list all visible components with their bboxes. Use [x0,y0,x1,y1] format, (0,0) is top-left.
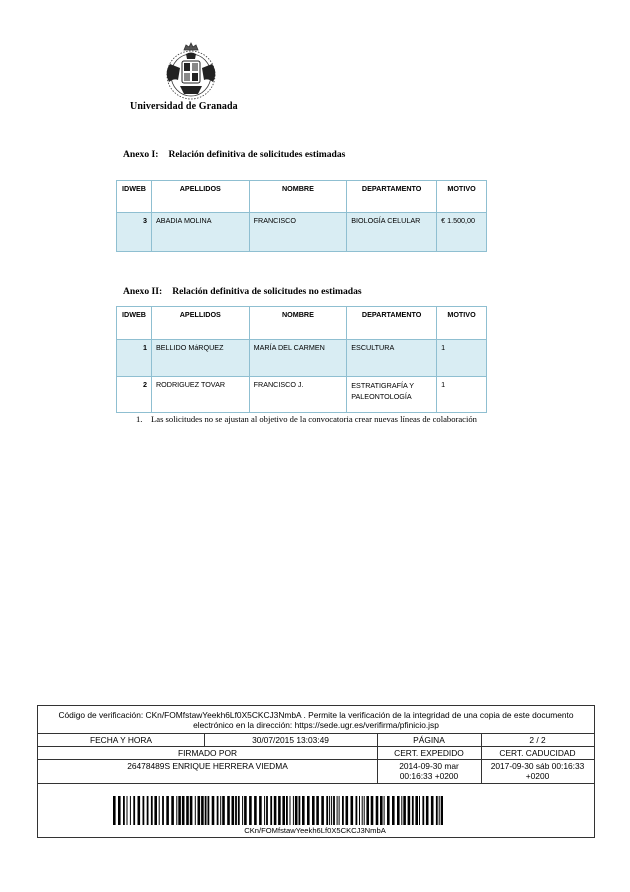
col-header-apellidos: APELLIDOS [151,181,249,213]
table-row [117,340,487,377]
fecha-value: 30/07/2015 13:03:49 [252,735,329,745]
col-header-motivo: MOTIVO [437,307,487,340]
col-header-departamento: DEPARTAMENTO [347,307,437,340]
pagina-label: PÁGINA [413,735,445,745]
col-header-idweb: IDWEB [117,307,152,340]
cell-motivo: € 1.500,00 [437,213,487,252]
annex1-title: Relación definitiva de solicitudes estimadas [168,149,346,160]
annex1-heading [123,149,345,160]
university-name: Universidad de Granada [130,101,238,112]
cell-apellidos: ABADIA MOLINA [151,213,249,252]
col-header-nombre: NOMBRE [249,181,347,213]
cell-apellidos: RODRIGUEZ TOVAR [151,377,249,413]
cell-idweb: 3 [117,213,152,252]
annex1-table [116,180,487,252]
annex1-label: Anexo I: [123,149,159,160]
footnote-number: 1. [136,414,143,424]
col-header-motivo: MOTIVO [437,181,487,213]
col-header-apellidos: APELLIDOS [151,307,249,340]
cell-departamento: ESTRATIGRAFÍA Y PALEONTOLOGÍA [347,377,437,413]
cell-nombre: FRANCISCO J. [249,377,347,413]
annex2-table [116,306,487,413]
university-crest-icon [160,42,222,100]
cell-departamento: ESCULTURA [347,340,437,377]
barcode-text: CKn/FOMfstawYeekh6Lf0X5CKCJ3NmbA [244,826,386,835]
barcode-icon [113,796,443,825]
verification-text: Código de verificación: CKn/FOMfstawYeekh6Lf0X5CKCJ3NmbA . Permite la verificación de la integridad de una copia de este documento electrónico en la dirección: https://sede.ugr.es/verifirma/pfinicio.jsp [58,710,574,730]
pagina-value: 2 / 2 [529,735,546,745]
cell-nombre: MARÍA DEL CARMEN [249,340,347,377]
cell-motivo: 1 [437,377,487,413]
caducidad-value: 2017-09-30 sáb 00:16:33 +0200 [490,761,585,781]
annex2-label: Anexo II: [123,286,163,297]
annex2-heading [123,286,362,297]
cell-apellidos: BELLIDO MáRQUEZ [151,340,249,377]
expedido-label: CERT. EXPEDIDO [394,748,464,758]
footnote [136,414,496,425]
footnote-text: Las solicitudes no se ajustan al objetivo de la convocatoria crear nuevas líneas de colaboración [151,414,477,424]
col-header-nombre: NOMBRE [249,307,347,340]
col-header-idweb: IDWEB [117,181,152,213]
caducidad-label: CERT. CADUCIDAD [499,748,576,758]
annex2-title: Relación definitiva de solicitudes no estimadas [172,286,362,297]
firmante: 26478489S ENRIQUE HERRERA VIEDMA [127,761,288,771]
col-header-departamento: DEPARTAMENTO [347,181,437,213]
cell-idweb: 2 [117,377,152,413]
firmado-label: FIRMADO POR [177,748,238,758]
cell-idweb: 1 [117,340,152,377]
cell-motivo: 1 [437,340,487,377]
table-row [117,213,487,252]
cell-nombre: FRANCISCO [249,213,347,252]
table-row [117,377,487,413]
fecha-label: FECHA Y HORA [89,735,153,745]
expedido-value: 2014-09-30 mar 00:16:33 +0200 [399,761,459,781]
cell-departamento: BIOLOGÍA CELULAR [347,213,437,252]
